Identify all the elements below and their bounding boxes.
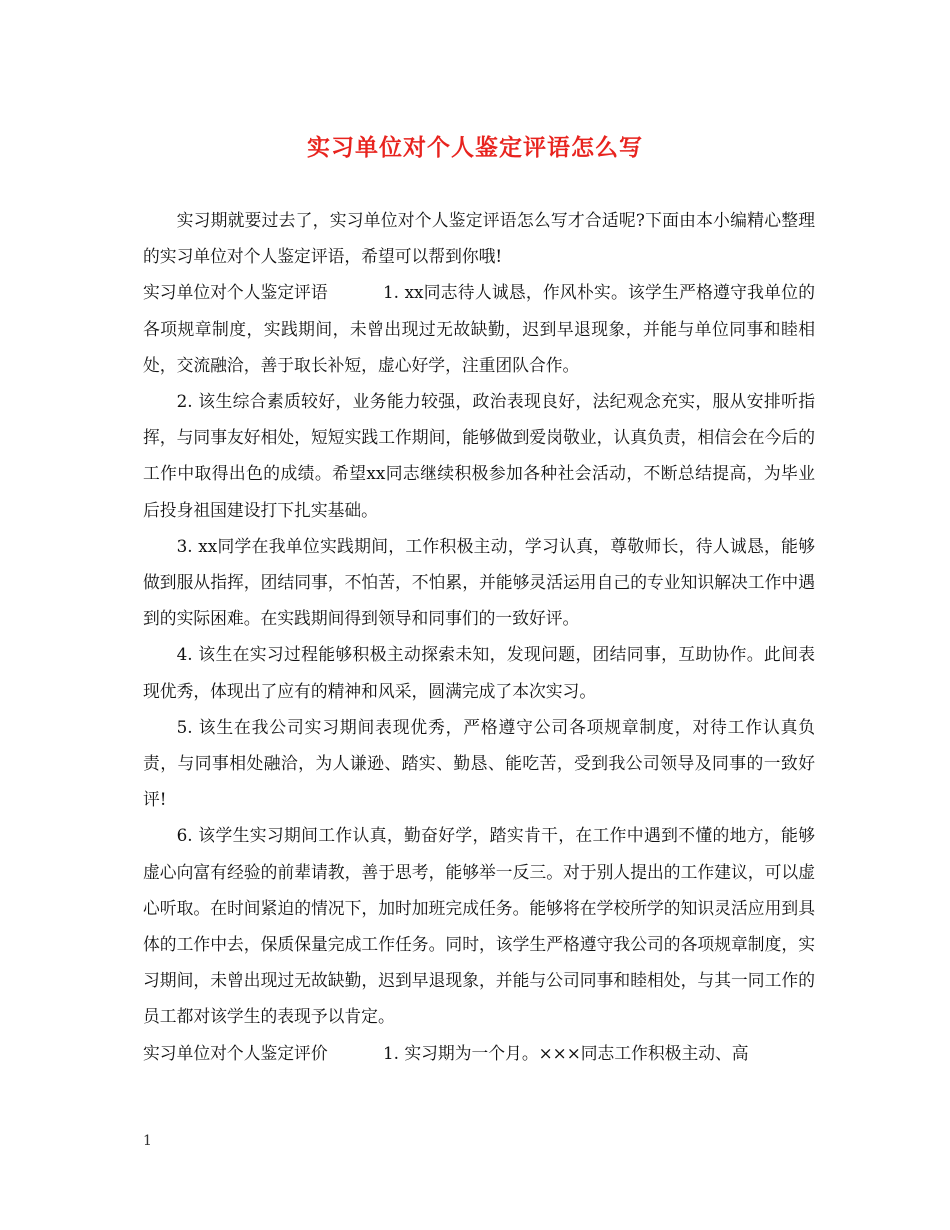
list-item: 5. 该生在我公司实习期间表现优秀，严格遵守公司各项规章制度，对待工作认真负责，与同事相处融洽，为人谦逊、踏实、勤恳、能吃苦，受到我公司领导及同事的一致好评! — [143, 716, 815, 810]
list-item: 4. 该生在实习过程能够积极主动探索未知，发现问题，团结同事，互助协作。此间表现优秀，体现出了应有的精神和风采，圆满完成了本次实习。 — [143, 644, 815, 701]
section2-paragraph — [143, 1035, 815, 1071]
section1-heading: 实习单位对个人鉴定评语 — [143, 282, 328, 303]
list-item: 6. 该学生实习期间工作认真，勤奋好学，踏实肯干，在工作中遇到不懂的地方，能够虚心向富有经验的前辈请教，善于思考，能够举一反三。对于别人提出的工作建议，可以虚心听取。在时间紧迫的情况下，加时加班完成任务。能够将在学校所学的知识灵活应用到具体的工作中去，保质保量完成工作任务。同时，该学生严格遵守我公司的各项规章制度，实习期间，未曾出现过无故缺勤，迟到早退现象，并能与公司同事和睦相处，与其一同工作的员工都对该学生的表现予以肯定。 — [143, 825, 815, 1027]
section2-item-1: 1. 实习期为一个月。×××同志工作积极主动、高 — [383, 1042, 749, 1063]
page-number: 1 — [143, 1133, 152, 1149]
section1-item-1: 1. xx同志待人诚恳，作风朴实。该学生严格遵守我单位的各项规章制度，实践期间，未曾出现过无故缺勤，迟到早退现象，并能与单位同事和睦相处，交流融洽，善于取长补短，虚心好学，注重团队合作。 — [143, 282, 815, 375]
document-title: 实习单位对个人鉴定评语怎么写 — [307, 134, 643, 161]
document-body — [143, 202, 815, 1071]
list-item: 3. xx同学在我单位实践期间，工作积极主动，学习认真，尊敬师长，待人诚恳，能够做到服从指挥，团结同事，不怕苦，不怕累，并能够灵活运用自己的专业知识解决工作中遇到的实际困难。在实践期间得到领导和同事们的一致好评。 — [143, 535, 815, 629]
section2-heading: 实习单位对个人鉴定评价 — [143, 1042, 328, 1063]
list-item: 2. 该生综合素质较好，业务能力较强，政治表现良好，法纪观念充实，服从安排听指挥，与同事友好相处，短短实践工作期间，能够做到爱岗敬业，认真负责，相信会在今后的工作中取得出色的成绩。希望xx同志继续积极参加各种社会活动，不断总结提高，为毕业后投身祖国建设打下扎实基础。 — [143, 391, 815, 520]
intro-paragraph: 实习期就要过去了，实习单位对个人鉴定评语怎么写才合适呢?下面由本小编精心整理的实习单位对个人鉴定评语，希望可以帮到你哦! — [143, 210, 815, 267]
section1-paragraph — [143, 274, 815, 383]
